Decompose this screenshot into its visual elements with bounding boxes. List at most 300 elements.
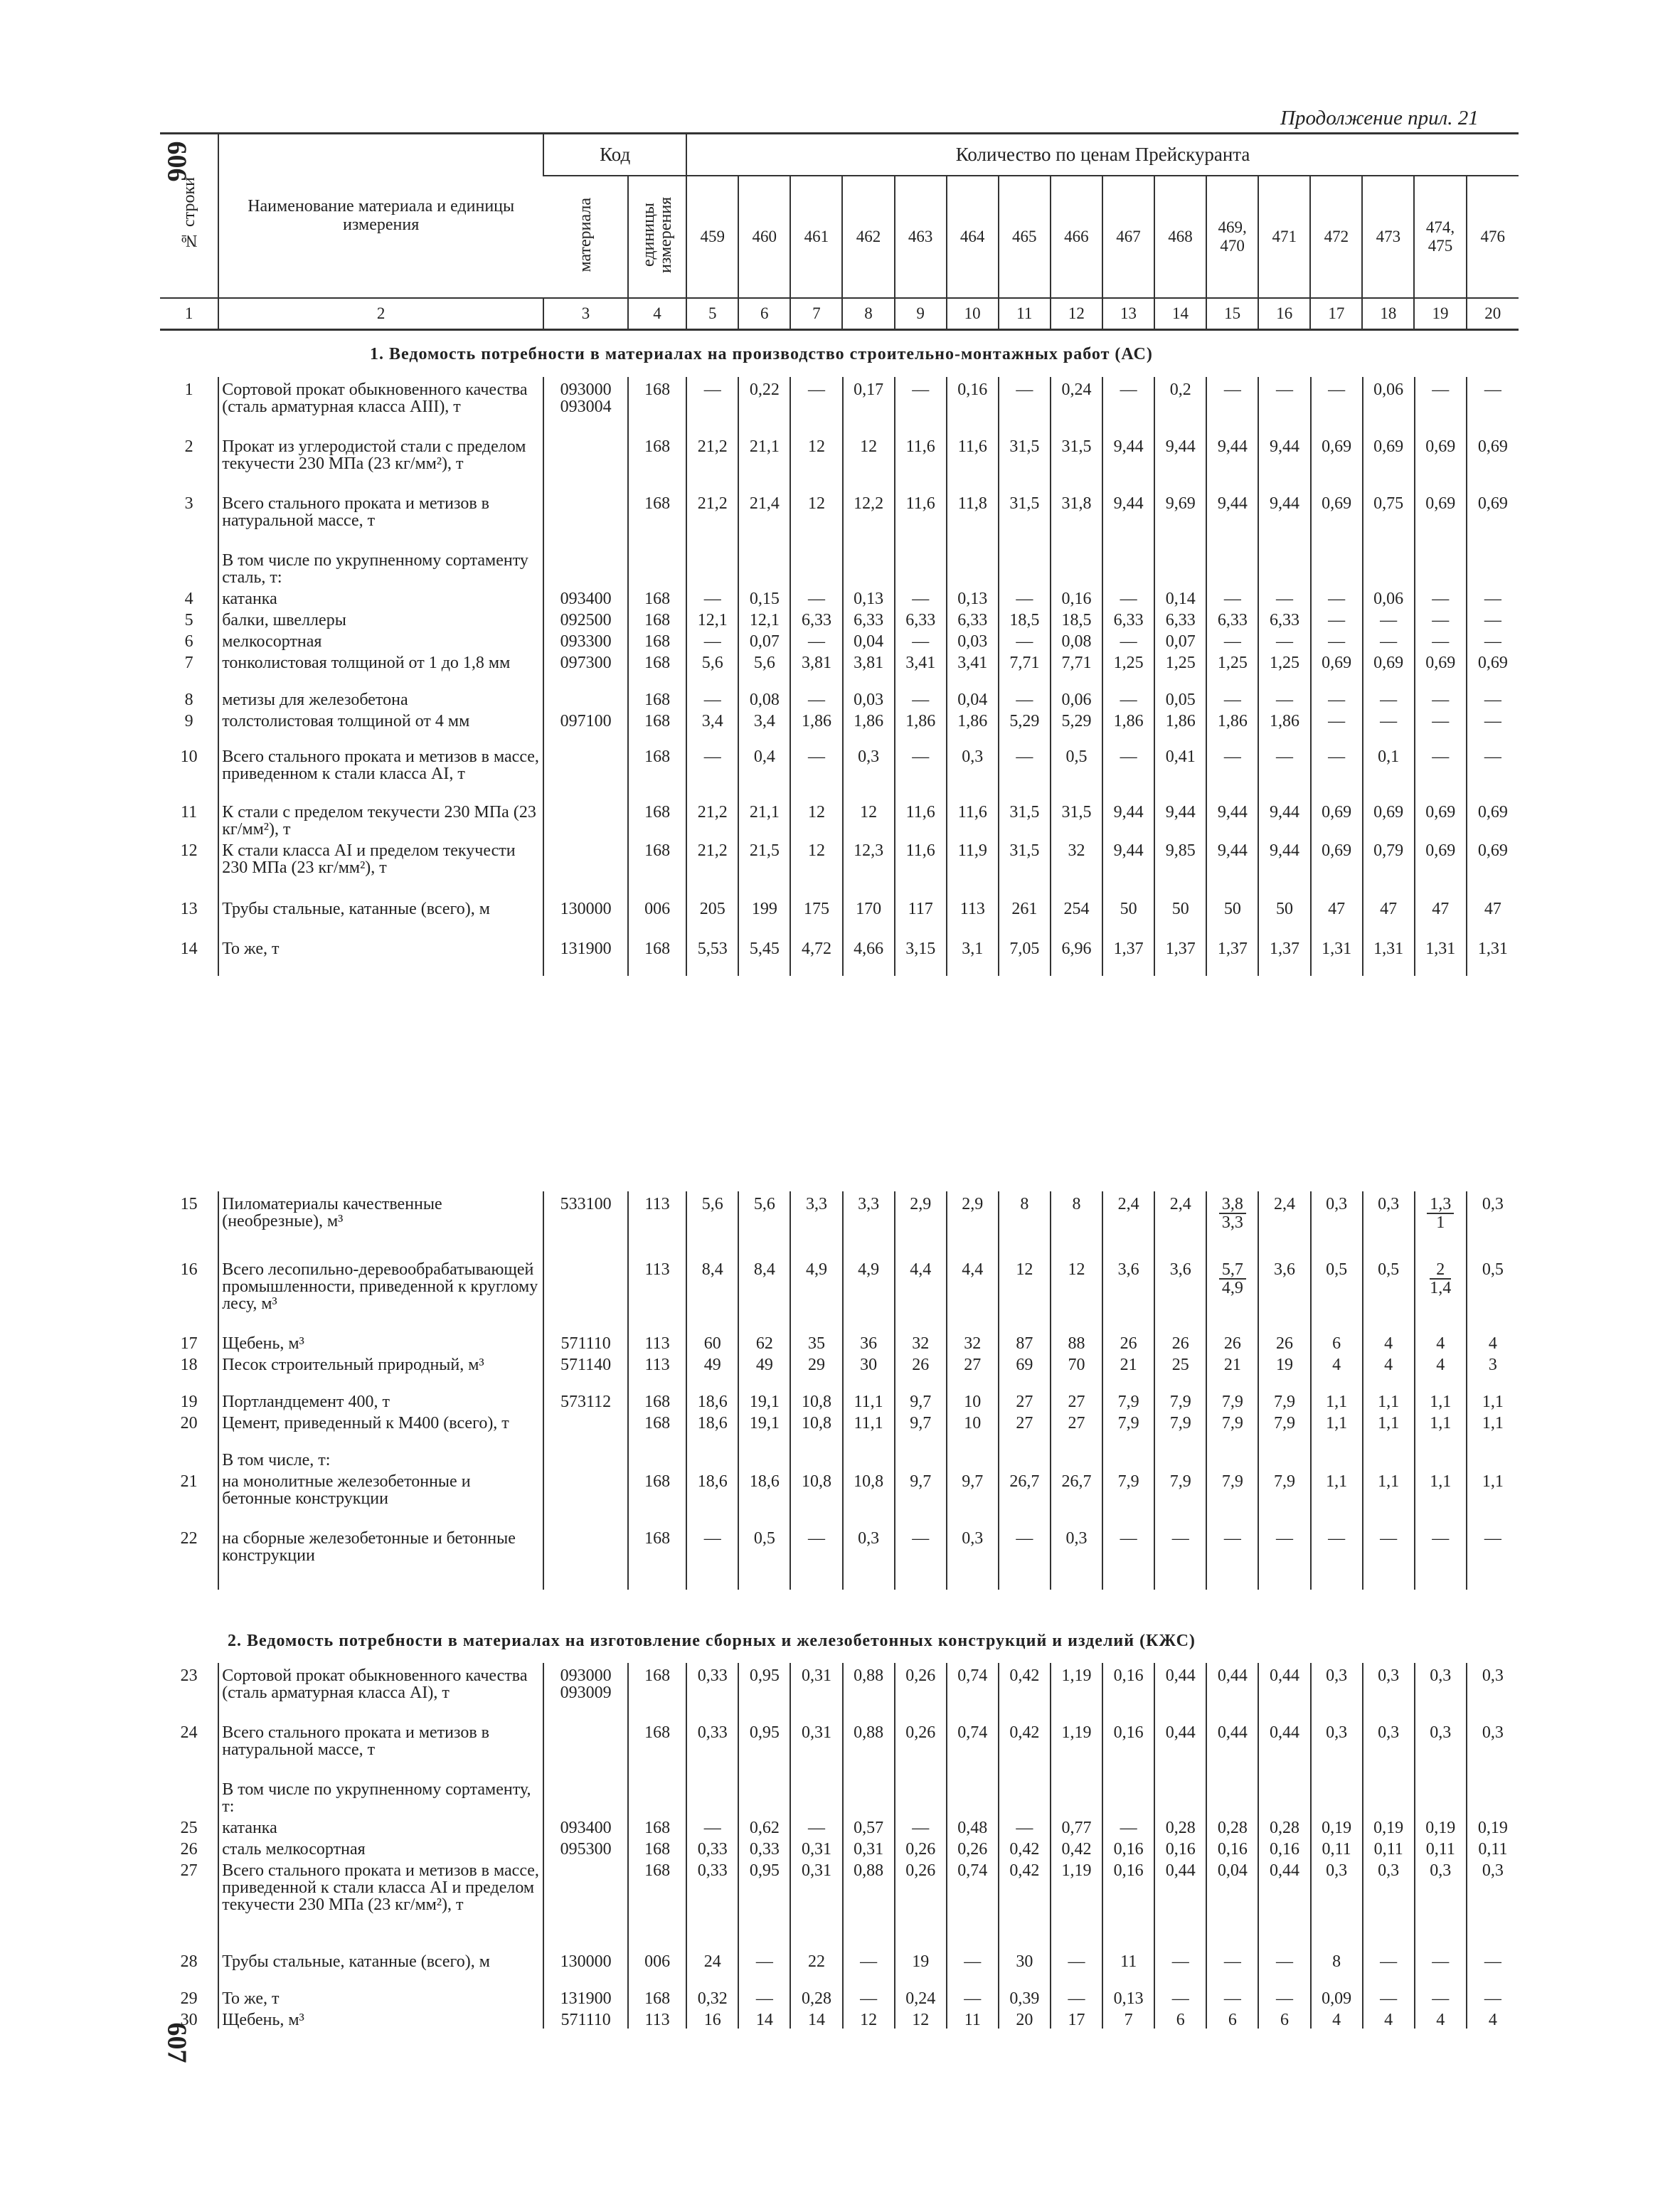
quantity-cell: 1,1: [1415, 1410, 1467, 1447]
header-col-number: 1: [160, 298, 218, 330]
material-name: То же, т: [218, 936, 543, 976]
unit-code: 168: [628, 1410, 686, 1447]
header-code-material: материала: [576, 197, 595, 272]
quantity-cell: —: [1206, 1526, 1258, 1590]
quantity-cell: 9,44: [1206, 491, 1258, 548]
material-code: [543, 1469, 628, 1526]
table-row: [160, 687, 1519, 708]
quantity-cell: 2,9: [947, 1191, 999, 1257]
quantity-cell: [738, 548, 790, 586]
quantity-cell: [1311, 548, 1363, 586]
quantity-cell: 0,16: [1102, 1663, 1154, 1720]
material-code: [543, 1777, 628, 1815]
unit-code: 168: [628, 687, 686, 708]
quantity-cell: 70: [1051, 1352, 1102, 1389]
unit-code: [628, 1447, 686, 1469]
quantity-cell: —: [1154, 1949, 1206, 1986]
row-number: 7: [184, 654, 193, 672]
table-row: [160, 491, 1519, 548]
header-col-number: 3: [543, 298, 628, 330]
quantity-cell: 12,2: [843, 491, 895, 548]
quantity-cell: 7,9: [1102, 1389, 1154, 1410]
quantity-cell: 3,41: [947, 650, 999, 687]
quantity-cell: [790, 1777, 842, 1815]
quantity-cell: —: [1467, 708, 1519, 744]
quantity-cell: 19: [895, 1949, 947, 1986]
quantity-cell: —: [1467, 377, 1519, 434]
quantity-cell: 18,5: [1051, 607, 1102, 629]
quantity-cell: —: [1311, 1526, 1363, 1590]
row-number: 30: [180, 2011, 198, 2029]
quantity-cell: —: [1467, 607, 1519, 629]
quantity-cell: [1363, 548, 1415, 586]
quantity-cell: 0,3: [1363, 1858, 1415, 1949]
quantity-cell: 0,42: [999, 1663, 1051, 1720]
quantity-cell: 0,32: [686, 1986, 738, 2007]
quantity-cell: 6,33: [895, 607, 947, 629]
quantity-cell: 0,33: [686, 1836, 738, 1858]
table-row: [160, 548, 1519, 586]
quantity-cell: 0,16: [1102, 1836, 1154, 1858]
quantity-cell: 0,26: [895, 1858, 947, 1949]
quantity-cell: 4: [1311, 1352, 1363, 1389]
table-row: [160, 434, 1519, 491]
header-price-col: 467: [1102, 176, 1154, 298]
quantity-cell: [790, 1447, 842, 1469]
quantity-cell: 26,7: [1051, 1469, 1102, 1526]
unit-code: 168: [628, 708, 686, 744]
quantity-cell: 0,24: [1051, 377, 1102, 434]
quantity-cell: 9,44: [1102, 799, 1154, 838]
quantity-cell: 113: [947, 896, 999, 936]
quantity-cell: 18,6: [738, 1469, 790, 1526]
quantity-cell: —: [1311, 377, 1363, 434]
unit-code: 113: [628, 1257, 686, 1331]
header-price-col: 476: [1467, 176, 1519, 298]
quantity-cell: 0,16: [947, 377, 999, 434]
quantity-cell: —: [686, 629, 738, 650]
quantity-cell: [947, 548, 999, 586]
quantity-cell: [1154, 1447, 1206, 1469]
quantity-cell: 10: [947, 1410, 999, 1447]
quantity-cell: 27: [1051, 1410, 1102, 1447]
quantity-cell: 0,88: [843, 1858, 895, 1949]
quantity-cell: 12: [843, 799, 895, 838]
header-col-number: 5: [686, 298, 738, 330]
quantity-cell: 0,3: [1051, 1526, 1102, 1590]
quantity-cell: 47: [1363, 896, 1415, 936]
quantity-cell: 0,42: [999, 1720, 1051, 1777]
quantity-cell: —: [1206, 586, 1258, 607]
header-row-no: № строки: [160, 134, 218, 298]
quantity-cell: —: [1415, 1986, 1467, 2007]
quantity-cell: 1,86: [947, 708, 999, 744]
quantity-cell: [686, 548, 738, 586]
section2-title: 2. Ведомость потребности в материалах на изготовление сборных и железобетонных конструкций и изделий (КЖС): [228, 1632, 1196, 1650]
material-code: 093000 093009: [543, 1663, 628, 1720]
quantity-cell: 0,69: [1311, 799, 1363, 838]
quantity-cell: 9,44: [1102, 434, 1154, 491]
quantity-cell: 0,44: [1206, 1720, 1258, 1777]
quantity-cell: 1,31: [1467, 936, 1519, 976]
quantity-cell: 21,4: [738, 491, 790, 548]
quantity-cell: 27: [999, 1389, 1051, 1410]
quantity-cell: [1311, 1777, 1363, 1815]
header-price-col: 463: [895, 176, 947, 298]
quantity-cell: —: [999, 1526, 1051, 1590]
row-number: 21: [180, 1472, 198, 1491]
quantity-cell: 1,37: [1258, 936, 1310, 976]
quantity-cell: [895, 1447, 947, 1469]
quantity-cell: —: [1102, 1526, 1154, 1590]
unit-code: 113: [628, 1352, 686, 1389]
quantity-cell: 1,86: [843, 708, 895, 744]
quantity-cell: 12: [999, 1257, 1051, 1331]
quantity-cell: —: [1311, 607, 1363, 629]
quantity-cell: 11,1: [843, 1410, 895, 1447]
quantity-cell: 170: [843, 896, 895, 936]
quantity-cell: 7,9: [1258, 1469, 1310, 1526]
quantity-cell: 12: [843, 434, 895, 491]
quantity-cell: [1311, 1447, 1363, 1469]
quantity-cell: —: [1363, 687, 1415, 708]
header-col-number: 2: [218, 298, 543, 330]
quantity-cell: 0,31: [790, 1720, 842, 1777]
quantity-cell: 14: [738, 2007, 790, 2029]
quantity-cell: 0,05: [1154, 687, 1206, 708]
quantity-cell: 18,6: [686, 1410, 738, 1447]
unit-code: 168: [628, 1469, 686, 1526]
quantity-cell: 21,1: [738, 799, 790, 838]
quantity-cell: 9,7: [895, 1389, 947, 1410]
quantity-cell: 0,5: [1051, 744, 1102, 799]
quantity-cell: —: [1311, 744, 1363, 799]
quantity-cell: 9,44: [1102, 838, 1154, 896]
quantity-cell: 24: [686, 1949, 738, 1986]
quantity-cell: —: [1102, 1815, 1154, 1836]
quantity-cell: 0,3: [1415, 1858, 1467, 1949]
quantity-cell: —: [1363, 1949, 1415, 1986]
material-name: Всего стального проката и метизов в натуральной массе, т: [218, 491, 543, 548]
quantity-cell: 3,6: [1102, 1257, 1154, 1331]
row-number: 11: [181, 803, 198, 822]
quantity-cell: [686, 1447, 738, 1469]
header-col-number: 20: [1467, 298, 1519, 330]
quantity-cell: 0,44: [1258, 1858, 1310, 1949]
quantity-cell: 7,9: [1258, 1389, 1310, 1410]
quantity-cell: 0,06: [1363, 586, 1415, 607]
row-number: 17: [180, 1334, 198, 1353]
section2-table: [160, 1663, 1519, 2029]
quantity-cell: [843, 1777, 895, 1815]
quantity-cell: 26: [1206, 1331, 1258, 1352]
quantity-cell: 0,3: [1415, 1663, 1467, 1720]
quantity-cell: 1,1: [1311, 1410, 1363, 1447]
quantity-cell: 1,1: [1467, 1389, 1519, 1410]
quantity-cell: 9,85: [1154, 838, 1206, 896]
material-code: 093000 093004: [543, 377, 628, 434]
header-col-number: 10: [947, 298, 999, 330]
quantity-cell: 0,3: [1467, 1858, 1519, 1949]
quantity-cell: 7,9: [1102, 1410, 1154, 1447]
quantity-cell: 4: [1467, 2007, 1519, 2029]
header-code-unit: единицы измерения: [628, 176, 686, 298]
header-col-number: 9: [895, 298, 947, 330]
quantity-cell: 60: [686, 1331, 738, 1352]
quantity-cell: —: [1206, 377, 1258, 434]
table-row: [160, 1836, 1519, 1858]
quantity-cell: 8: [999, 1191, 1051, 1257]
quantity-cell: 4: [1415, 1352, 1467, 1389]
quantity-cell: 0,16: [1258, 1836, 1310, 1858]
unit-code: 168: [628, 629, 686, 650]
quantity-cell: 0,41: [1154, 744, 1206, 799]
quantity-cell: 1,86: [895, 708, 947, 744]
quantity-cell: 1,1: [1467, 1469, 1519, 1526]
quantity-cell: 4,66: [843, 936, 895, 976]
quantity-cell: 1,86: [1206, 708, 1258, 744]
quantity-cell: 11,6: [895, 799, 947, 838]
quantity-cell: 27: [999, 1410, 1051, 1447]
quantity-cell: —: [686, 377, 738, 434]
quantity-cell: 1,25: [1206, 650, 1258, 687]
quantity-cell: 49: [738, 1352, 790, 1389]
material-code: 130000: [543, 1949, 628, 1986]
quantity-cell: 30: [843, 1352, 895, 1389]
quantity-cell: 0,1: [1363, 744, 1415, 799]
quantity-cell: [1206, 1777, 1258, 1815]
quantity-cell: —: [1154, 1526, 1206, 1590]
quantity-cell: 20: [999, 2007, 1051, 2029]
material-code: [543, 799, 628, 838]
material-code: [543, 434, 628, 491]
material-name: мелкосортная: [218, 629, 543, 650]
quantity-cell: 0,42: [1051, 1836, 1102, 1858]
material-code: [543, 1858, 628, 1949]
quantity-cell: 7,05: [999, 936, 1051, 976]
quantity-cell: 0,42: [999, 1858, 1051, 1949]
quantity-cell: 0,88: [843, 1720, 895, 1777]
quantity-cell: 0,3: [1311, 1720, 1363, 1777]
quantity-cell: 12,3: [843, 838, 895, 896]
quantity-cell: 11,6: [947, 434, 999, 491]
quantity-cell: 175: [790, 896, 842, 936]
quantity-cell: 0,08: [1051, 629, 1102, 650]
quantity-cell: 0,69: [1415, 838, 1467, 896]
continuation-note: Продолжение прил. 21: [1280, 107, 1479, 129]
material-code: 533100: [543, 1191, 628, 1257]
quantity-cell: 2,4: [1258, 1191, 1310, 1257]
quantity-cell: 0,69: [1467, 491, 1519, 548]
quantity-cell: 3,6: [1154, 1257, 1206, 1331]
quantity-cell: [738, 1777, 790, 1815]
table-row: [160, 799, 1519, 838]
quantity-cell: 4,4: [895, 1257, 947, 1331]
header-col-number: 13: [1102, 298, 1154, 330]
table-row: [160, 1949, 1519, 1986]
quantity-cell: 117: [895, 896, 947, 936]
quantity-cell: 0,28: [1206, 1815, 1258, 1836]
table-row: [160, 650, 1519, 687]
unit-code: 006: [628, 896, 686, 936]
quantity-cell: 0,48: [947, 1815, 999, 1836]
quantity-cell: 0,75: [1363, 491, 1415, 548]
quantity-cell: 32: [1051, 838, 1102, 896]
quantity-cell: —: [1154, 1986, 1206, 2007]
quantity-cell: 7: [1102, 2007, 1154, 2029]
quantity-cell: —: [790, 744, 842, 799]
table-row: [160, 1663, 1519, 1720]
quantity-cell: 0,69: [1467, 434, 1519, 491]
quantity-cell: 11,8: [947, 491, 999, 548]
table-row: [160, 838, 1519, 896]
quantity-cell: 3,81: [790, 650, 842, 687]
quantity-cell: 8,4: [738, 1257, 790, 1331]
material-code: 097300: [543, 650, 628, 687]
quantity-cell: 0,06: [1363, 377, 1415, 434]
quantity-cell: 4: [1311, 2007, 1363, 2029]
quantity-cell: 0,3: [1363, 1663, 1415, 1720]
quantity-cell: 8,4: [686, 1257, 738, 1331]
quantity-cell: 3,4: [738, 708, 790, 744]
material-code: [543, 744, 628, 799]
row-number: 2: [184, 437, 193, 456]
quantity-cell: —: [843, 1949, 895, 1986]
quantity-cell: 0,16: [1051, 586, 1102, 607]
table-row: [160, 1410, 1519, 1447]
material-name: балки, швеллеры: [218, 607, 543, 629]
quantity-cell: 0,26: [895, 1663, 947, 1720]
quantity-cell: —: [686, 687, 738, 708]
quantity-cell: 1,31: [1311, 936, 1363, 976]
quantity-cell: 0,2: [1154, 377, 1206, 434]
header-col-number: 4: [628, 298, 686, 330]
row-number: 10: [180, 748, 198, 766]
quantity-cell: 0,3: [1311, 1663, 1363, 1720]
quantity-cell: 0,44: [1258, 1720, 1310, 1777]
material-code: 095300: [543, 1836, 628, 1858]
material-name: То же, т: [218, 1986, 543, 2007]
quantity-cell: 0,44: [1154, 1663, 1206, 1720]
material-name: К стали с пределом текучести 230 МПа (23 кг/мм²), т: [218, 799, 543, 838]
quantity-cell: 3,15: [895, 936, 947, 976]
quantity-cell: 18,5: [999, 607, 1051, 629]
table-row: [160, 1815, 1519, 1836]
quantity-cell: 4,72: [790, 936, 842, 976]
quantity-cell: 11,6: [947, 799, 999, 838]
table-row: [160, 1858, 1519, 1949]
quantity-cell: 0,03: [947, 629, 999, 650]
quantity-cell: 3,3: [790, 1191, 842, 1257]
quantity-cell: —: [1258, 586, 1310, 607]
quantity-cell: 10,8: [843, 1469, 895, 1526]
row-number: 25: [180, 1819, 198, 1837]
material-code: 571110: [543, 2007, 628, 2029]
quantity-cell: 31,5: [999, 434, 1051, 491]
quantity-cell: 0,74: [947, 1720, 999, 1777]
quantity-cell: 1,25: [1258, 650, 1310, 687]
quantity-cell: 47: [1467, 896, 1519, 936]
quantity-cell: 0,28: [790, 1986, 842, 2007]
quantity-cell: —: [1415, 607, 1467, 629]
quantity-cell: 0,09: [1311, 1986, 1363, 2007]
unit-code: 168: [628, 607, 686, 629]
quantity-cell: 0,33: [738, 1836, 790, 1858]
quantity-cell: 49: [686, 1352, 738, 1389]
quantity-cell: —: [1258, 744, 1310, 799]
quantity-cell: —: [1467, 687, 1519, 708]
material-name: Трубы стальные, катанные (всего), м: [218, 896, 543, 936]
header-col-number: 11: [999, 298, 1051, 330]
quantity-cell: 0,5: [1363, 1257, 1415, 1331]
quantity-cell: 9,44: [1206, 434, 1258, 491]
header-col-number: 6: [738, 298, 790, 330]
unit-code: 168: [628, 1858, 686, 1949]
quantity-cell: —: [895, 744, 947, 799]
quantity-cell: 9,7: [947, 1469, 999, 1526]
quantity-cell: 17: [1051, 2007, 1102, 2029]
material-code: 097100: [543, 708, 628, 744]
quantity-cell: 0,3: [1467, 1720, 1519, 1777]
quantity-cell: 1,25: [1102, 650, 1154, 687]
quantity-cell: —: [843, 1986, 895, 2007]
quantity-cell: —: [1415, 629, 1467, 650]
header-price-col: 462: [842, 176, 894, 298]
quantity-cell: 6: [1258, 2007, 1310, 2029]
material-code: 093300: [543, 629, 628, 650]
material-code: 131900: [543, 936, 628, 976]
unit-code: 168: [628, 491, 686, 548]
quantity-cell: 8: [1311, 1949, 1363, 1986]
quantity-cell: 0,3: [1363, 1720, 1415, 1777]
quantity-cell: —: [1363, 607, 1415, 629]
quantity-cell: 10,8: [790, 1410, 842, 1447]
quantity-cell: [1206, 1447, 1258, 1469]
material-code: 571140: [543, 1352, 628, 1389]
row-number: 9: [184, 712, 193, 730]
quantity-cell: —: [1363, 629, 1415, 650]
quantity-cell: 0,22: [738, 377, 790, 434]
quantity-cell-fraction: $\frac{1,3}{1}$: [1415, 1191, 1467, 1257]
quantity-cell: 0,69: [1311, 650, 1363, 687]
quantity-cell: 19,1: [738, 1389, 790, 1410]
quantity-cell: 1,19: [1051, 1858, 1102, 1949]
quantity-cell: 12,1: [686, 607, 738, 629]
quantity-cell: 0,3: [1311, 1858, 1363, 1949]
quantity-cell: —: [895, 1526, 947, 1590]
quantity-cell: —: [895, 377, 947, 434]
header-price-col: 469, 470: [1206, 176, 1258, 298]
quantity-cell: 31,5: [1051, 799, 1102, 838]
row-number: [160, 1777, 218, 1815]
quantity-cell: —: [686, 586, 738, 607]
quantity-cell: 0,3: [1415, 1720, 1467, 1777]
quantity-cell: 0,16: [1102, 1858, 1154, 1949]
quantity-cell: 0,31: [790, 1836, 842, 1858]
quantity-cell: —: [1467, 1526, 1519, 1590]
header-col-number: 19: [1414, 298, 1466, 330]
quantity-cell: —: [1415, 1949, 1467, 1986]
header-code: Код: [543, 134, 686, 176]
quantity-cell: 0,17: [843, 377, 895, 434]
quantity-cell: 1,1: [1363, 1410, 1415, 1447]
quantity-cell: —: [1311, 629, 1363, 650]
quantity-cell: [686, 1777, 738, 1815]
quantity-cell: 7,9: [1258, 1410, 1310, 1447]
quantity-cell: 4: [1363, 1331, 1415, 1352]
header-price-col: 464: [947, 176, 999, 298]
unit-code: 168: [628, 1836, 686, 1858]
